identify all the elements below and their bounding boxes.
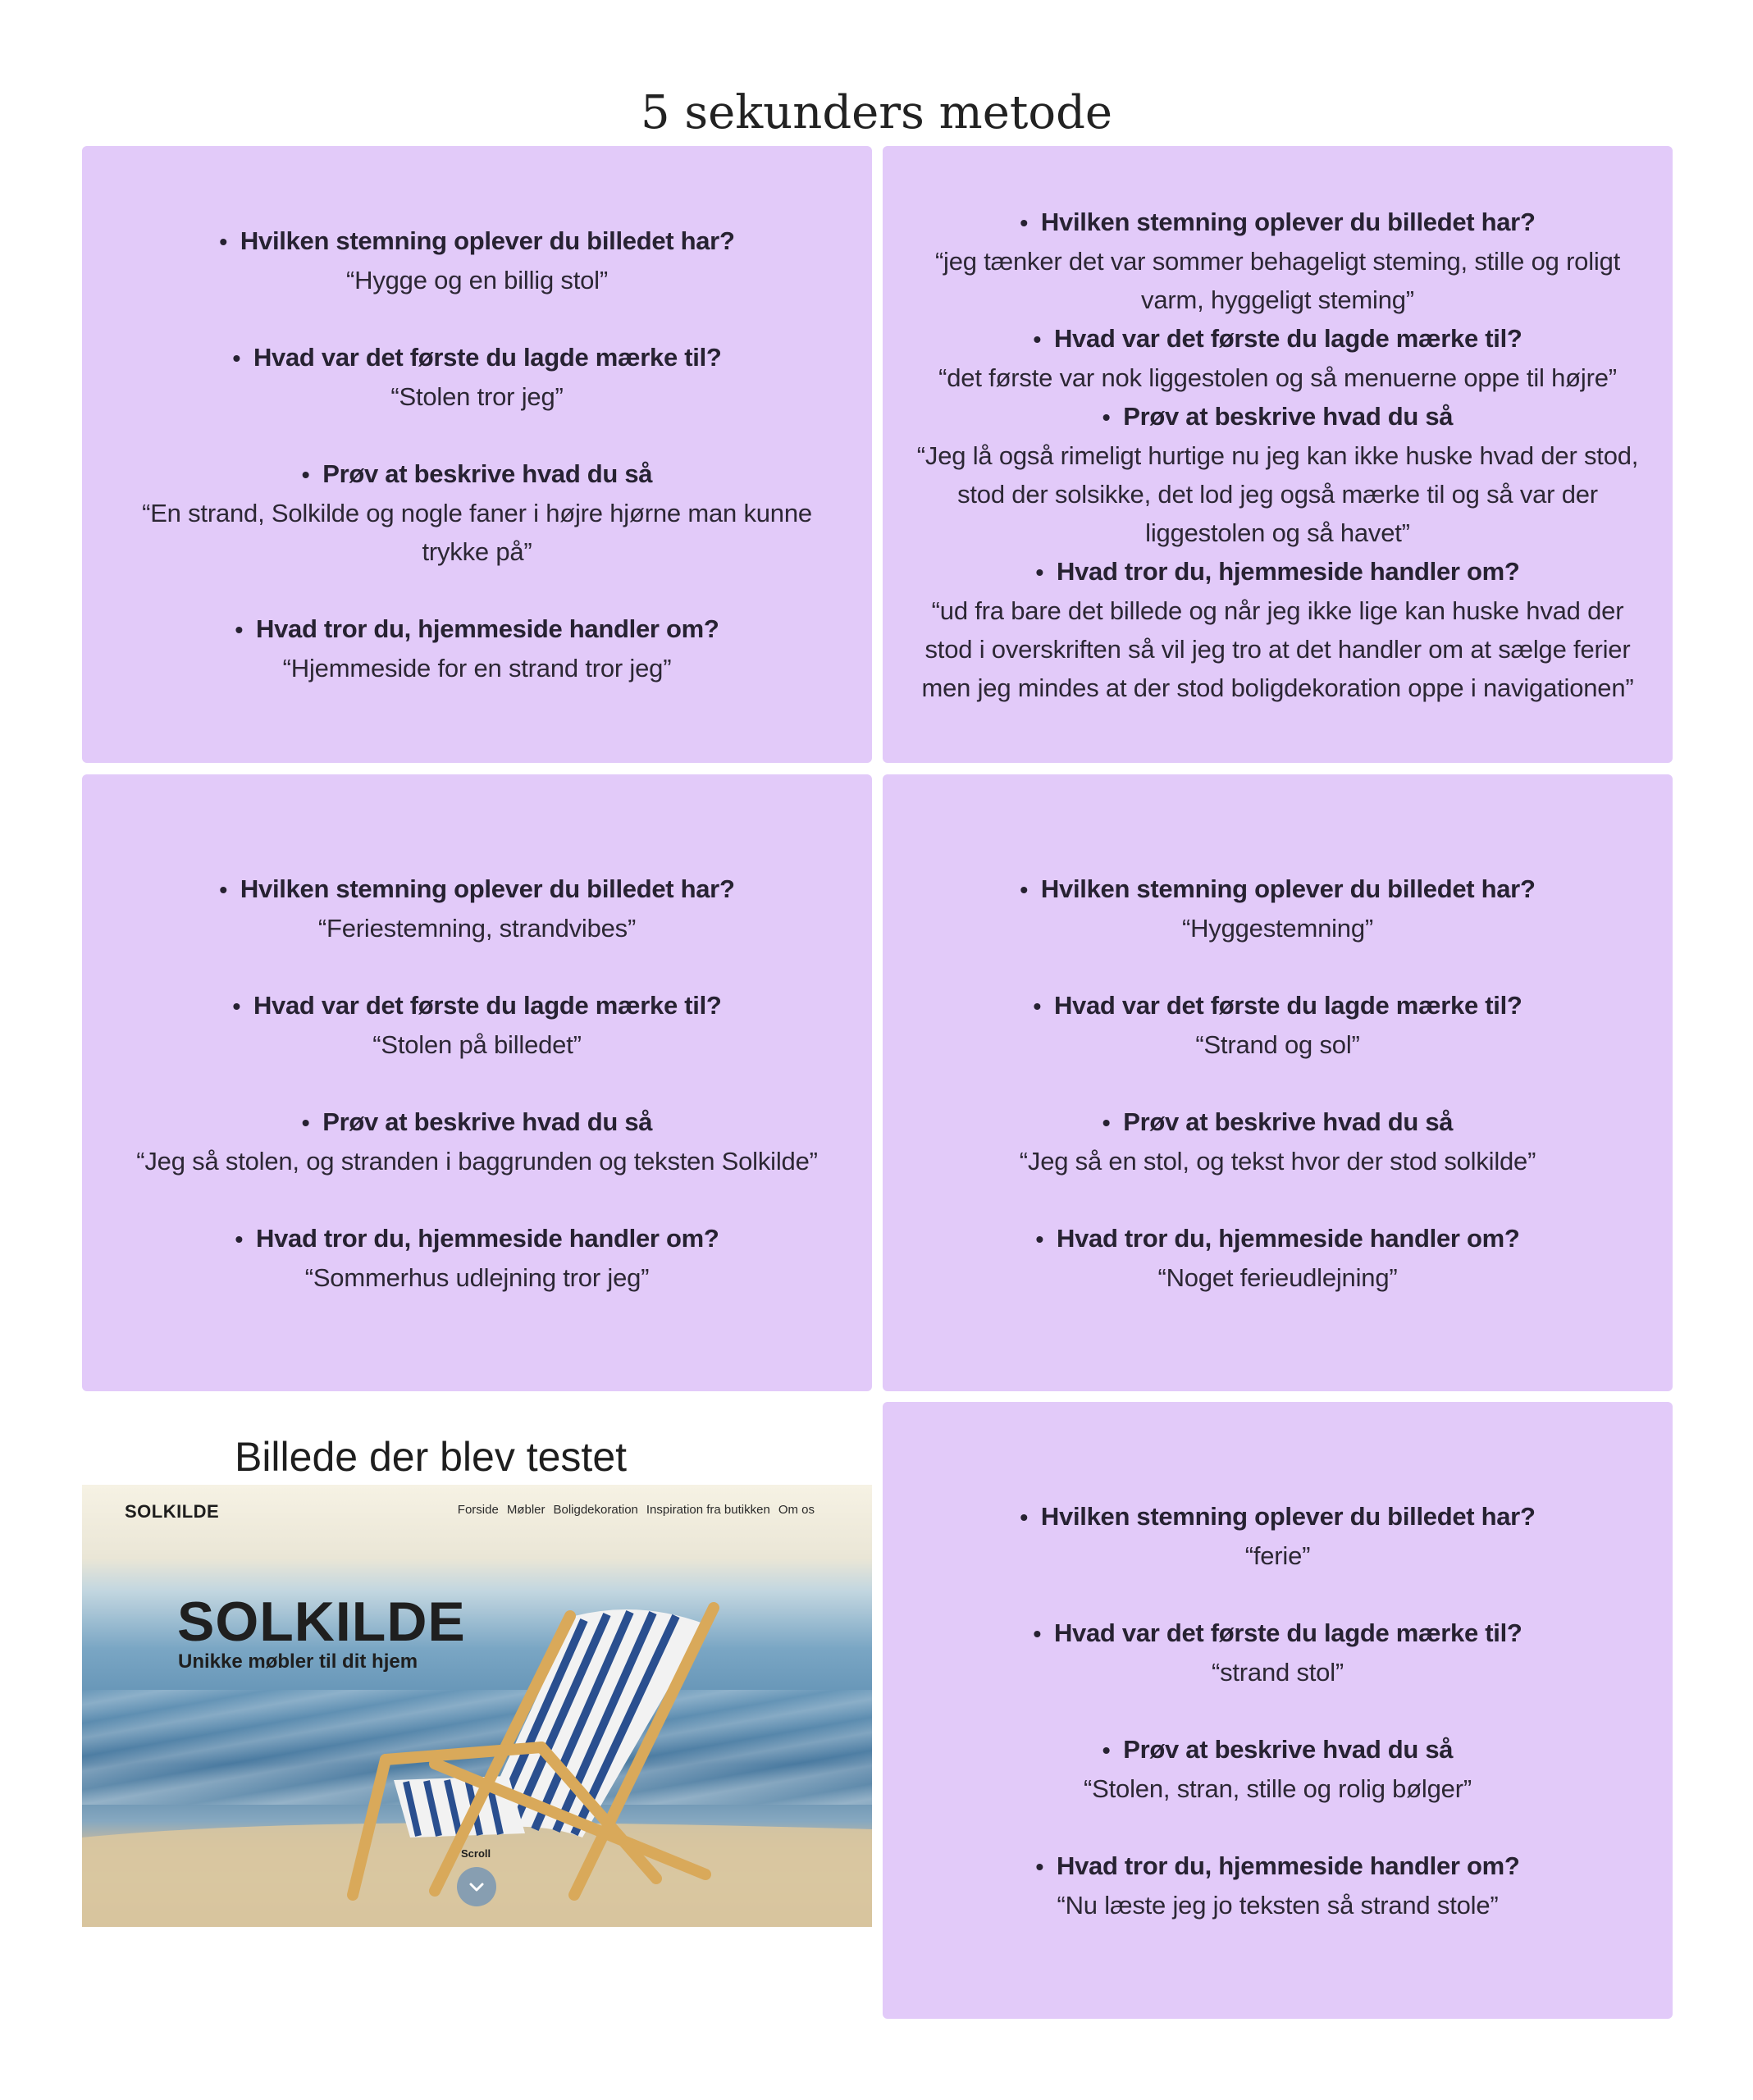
site-navigation: [458, 1503, 815, 1517]
answer: “Jeg så en stol, og tekst hvor der stod solkilde”: [1019, 1146, 1536, 1176]
question-block: [907, 203, 1648, 319]
question: • Prøv at beskrive hvad du så: [907, 1730, 1648, 1769]
question: • Prøv at beskrive hvad du så: [107, 454, 847, 494]
image-section-heading: Billede der blev testet: [234, 1434, 628, 1480]
question-block: [107, 1219, 847, 1297]
question-block: [907, 1847, 1648, 1924]
question-block: [107, 870, 847, 947]
response-card-3: [82, 774, 872, 1391]
question: • Hvilken stemning oplever du billedet har?: [107, 221, 847, 261]
site-logo: SOLKILDE: [125, 1501, 220, 1522]
question: • Hvad var det første du lagde mærke til?: [107, 338, 847, 377]
answer: “En strand, Solkilde og nogle faner i højre hjørne man kunne trykke på”: [142, 499, 812, 566]
question: • Prøv at beskrive hvad du så: [907, 397, 1648, 436]
question-block: [907, 1102, 1648, 1180]
answer: “Noget ferieudlejning”: [1157, 1262, 1398, 1292]
answer: “ud fra bare det billede og når jeg ikke lige kan huske hvad der stod i overskriften så vil jeg tro at det handler om at sælge ferier men jeg mindes at der stod boligdekoration oppe i navigationen”: [921, 596, 1634, 702]
question-block: [907, 552, 1648, 707]
question-block: [107, 338, 847, 416]
nav-item-boligdekoration: Boligdekoration: [553, 1503, 638, 1517]
question-block: [907, 397, 1648, 552]
question: • Hvad tror du, hjemmeside handler om?: [907, 1219, 1648, 1258]
answer: “Hjemmeside for en strand tror jeg”: [282, 654, 672, 682]
answer: “Stolen, stran, stille og rolig bølger”: [1084, 1774, 1472, 1803]
nav-item-om-os: Om os: [778, 1503, 815, 1517]
answer: “Strand og sol”: [1195, 1029, 1360, 1059]
question-block: [107, 1102, 847, 1180]
question-block: [907, 1497, 1648, 1575]
question: • Hvad var det første du lagde mærke til?: [907, 319, 1648, 358]
answer: “ferie”: [1244, 1541, 1311, 1570]
question: • Prøv at beskrive hvad du så: [907, 1102, 1648, 1142]
answer: “Nu læste jeg jo teksten så strand stole”: [1057, 1890, 1499, 1920]
answer: “Hyggestemning”: [1181, 913, 1374, 943]
response-card-5: [883, 1402, 1673, 2019]
answer: “Sommerhus udlejning tror jeg”: [304, 1262, 650, 1292]
question: • Hvad var det første du lagde mærke til?: [107, 986, 847, 1025]
page-title: 5 sekunders metode: [640, 86, 1113, 139]
question: • Hvilken stemning oplever du billedet har?: [107, 870, 847, 909]
answer: “Jeg så stolen, og stranden i baggrunden og teksten Solkilde”: [136, 1146, 818, 1176]
hero-title: SOLKILDE: [177, 1591, 466, 1653]
question-block: [107, 221, 847, 299]
question-block: [107, 986, 847, 1064]
response-card-4: [883, 774, 1673, 1391]
question: • Hvilken stemning oplever du billedet har?: [907, 1497, 1648, 1536]
answer: “Stolen på billedet”: [372, 1029, 582, 1059]
tested-website-screenshot: [82, 1485, 872, 1927]
answer: “jeg tænker det var sommer behageligt steming, stille og roligt varm, hyggeligt steming”: [934, 246, 1621, 314]
question-block: [907, 1219, 1648, 1297]
answer: “Stolen tror jeg”: [390, 382, 564, 411]
chevron-down-icon: [467, 1877, 486, 1897]
nav-item-inspiration: Inspiration fra butikken: [646, 1503, 770, 1517]
response-card-1: [82, 146, 872, 763]
question-block: [907, 1614, 1648, 1691]
question: • Hvad tror du, hjemmeside handler om?: [907, 1847, 1648, 1886]
answer: “Jeg lå også rimeligt hurtige nu jeg kan ikke huske hvad der stod, stod der solsikke, det lod jeg også mærke til og så var der liggestolen og så havet”: [916, 441, 1639, 547]
question-block: [907, 870, 1648, 947]
answer: “det første var nok liggestolen og så menuerne oppe til højre”: [938, 363, 1617, 392]
question: • Hvad tror du, hjemmeside handler om?: [107, 609, 847, 649]
beach-chair-illustration: [82, 1485, 872, 1927]
hero-subtitle: Unikke møbler til dit hjem: [178, 1650, 418, 1673]
question: • Hvad var det første du lagde mærke til?: [907, 1614, 1648, 1653]
question-block: [107, 609, 847, 687]
response-card-2: [883, 146, 1673, 763]
nav-item-forside: Forside: [457, 1503, 499, 1517]
question-block: [907, 319, 1648, 397]
question: • Hvilken stemning oplever du billedet har?: [907, 870, 1648, 909]
question: • Hvad var det første du lagde mærke til?: [907, 986, 1648, 1025]
question: • Hvad tror du, hjemmeside handler om?: [907, 552, 1648, 591]
question-block: [107, 454, 847, 571]
answer: “strand stol”: [1211, 1657, 1344, 1687]
question-block: [907, 986, 1648, 1064]
question-block: [907, 1730, 1648, 1808]
question: • Hvilken stemning oplever du billedet har?: [907, 203, 1648, 242]
nav-item-mobler: Møbler: [506, 1503, 546, 1517]
question: • Prøv at beskrive hvad du så: [107, 1102, 847, 1142]
scroll-button: [457, 1867, 496, 1906]
answer: “Feriestemning, strandvibes”: [317, 913, 637, 943]
answer: “Hygge og en billig stol”: [346, 266, 608, 294]
question: • Hvad tror du, hjemmeside handler om?: [107, 1219, 847, 1258]
scroll-label: Scroll: [461, 1847, 491, 1860]
